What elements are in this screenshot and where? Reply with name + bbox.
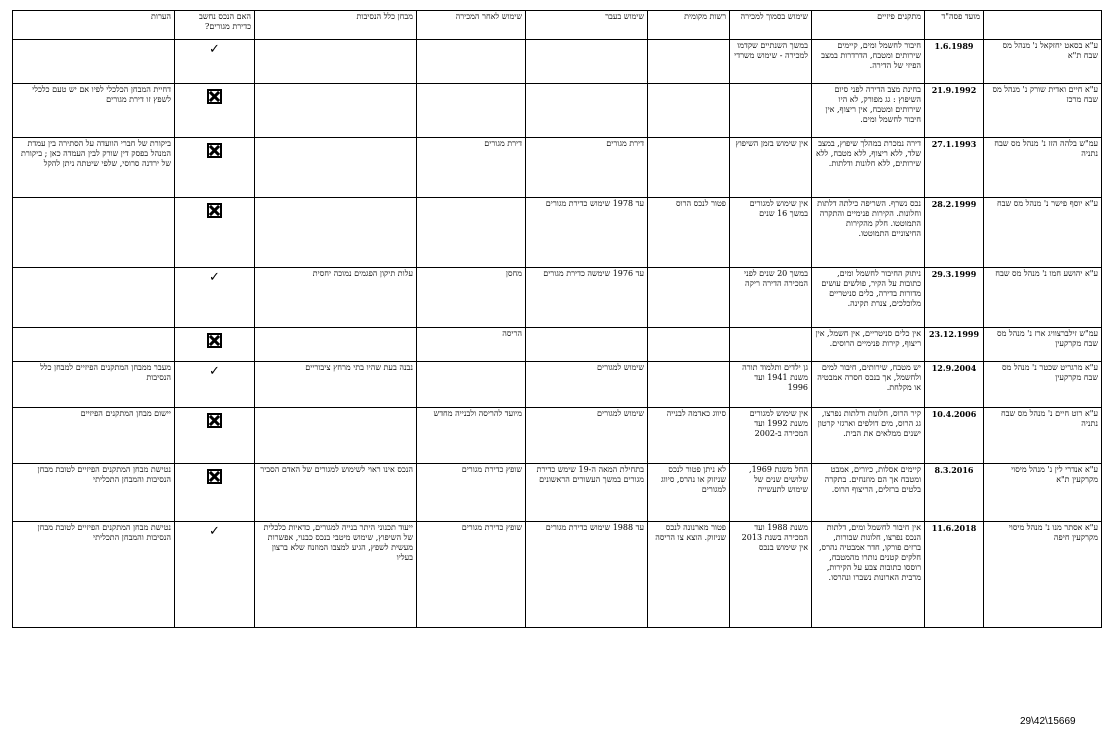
- facilities-cell: ניתוק החיבור לחשמל ומים, כתובות על הקיר, פולשים עושים מדורות בדירה, כלים סניטריים מלוכלכים, צנרת תקינה.: [812, 268, 925, 328]
- circumstances-cell: [255, 198, 417, 268]
- notes-cell: [13, 198, 175, 268]
- past-use-cell: [526, 328, 648, 362]
- residence-status-cell: [175, 198, 255, 268]
- after-sale-cell: מחסן: [417, 268, 526, 328]
- residence-status-cell: [175, 328, 255, 362]
- circumstances-cell: הנכס אינו ראוי לשימוש למגורים של האדם הסביר: [255, 464, 417, 522]
- date-cell: 10.4.2006: [925, 408, 984, 464]
- residence-status-cell: [175, 522, 255, 628]
- table-body: [13, 40, 1102, 628]
- after-sale-cell: [417, 362, 526, 408]
- residence-status-cell: [175, 40, 255, 84]
- near-sale-cell: [730, 84, 812, 138]
- table-row: [13, 198, 1102, 268]
- facilities-cell: קיימים אסלות, כיורים, אמבט ומטבח אך הם מוזנחים. בתקרה בלטים ברזלים, הריצוף הרוס.: [812, 464, 925, 522]
- facilities-cell: דירה נמכרת במהלך שיפוץ, במצב שלד, ללא ריצוף, ללא מטבח, ללא שירותים, ללא חלונות ודלתות.: [812, 138, 925, 198]
- past-use-cell: עד 1988 שימוש כדירת מגורים: [526, 522, 648, 628]
- header-date: מועד פסה"ד: [925, 11, 984, 40]
- near-sale-cell: אין שימוש בזמן השיפוץ: [730, 138, 812, 198]
- x-box-icon: [207, 469, 222, 484]
- notes-cell: [13, 268, 175, 328]
- circumstances-cell: [255, 40, 417, 84]
- table-row: [13, 464, 1102, 522]
- check-icon: ✓: [209, 42, 220, 57]
- residence-status-cell: [175, 138, 255, 198]
- circumstances-cell: [255, 328, 417, 362]
- authority-cell: סיווג כאדמה לבנייה: [648, 408, 730, 464]
- past-use-cell: בתחילת המאה ה-19 שימש כדירת מגורים במשך העשורים הראשונים: [526, 464, 648, 522]
- case-name-cell: ע"א אסתר מנו נ' מנהל מיסוי מקרקעין חיפה: [984, 522, 1102, 628]
- after-sale-cell: [417, 84, 526, 138]
- residence-status-cell: [175, 464, 255, 522]
- header-is-residence: האם הנכס נחשב כדירת מגורים?: [175, 11, 255, 40]
- residence-status-cell: [175, 84, 255, 138]
- notes-cell: דחיית המבחן הכלכלי לפיו אם יש טעם כלכלי לשפץ זו דירת מגורים: [13, 84, 175, 138]
- after-sale-cell: [417, 40, 526, 84]
- case-name-cell: ע"א יהושע חמו נ' מנהל מס שבח: [984, 268, 1102, 328]
- table-row: [13, 84, 1102, 138]
- residence-status-cell: [175, 408, 255, 464]
- after-sale-cell: דירת מגורים: [417, 138, 526, 198]
- notes-cell: נטישת מבחן המתקנים הפיזיים לטובת מבחן הנסיבות והמבחן התכליתי: [13, 464, 175, 522]
- past-use-cell: עד 1978 שימוש כדירת מגורים: [526, 198, 648, 268]
- facilities-cell: חיבור לחשמל ומים, קיימים שירותים ומטבח, הדרדרות במצב הפיזי של הדירה.: [812, 40, 925, 84]
- past-use-cell: שימוש למגורים: [526, 408, 648, 464]
- header-authority: רשות מקומית: [648, 11, 730, 40]
- x-box-icon: [207, 89, 222, 104]
- header-circumstances: מבחן כלל הנסיבות: [255, 11, 417, 40]
- check-icon: ✓: [209, 364, 220, 379]
- circumstances-cell: [255, 84, 417, 138]
- after-sale-cell: שופץ כדירת מגורים: [417, 522, 526, 628]
- table-row: [13, 40, 1102, 84]
- date-cell: 28.2.1999: [925, 198, 984, 268]
- facilities-cell: בחינת מצב הדירה לפני סיום השיפוץ : גג מפורק, לא היו שירותים ומטבח, אין ריצוף, אין חיבור לחשמל ומים.: [812, 84, 925, 138]
- after-sale-cell: מיועד להריסה ולבנייה מחדש: [417, 408, 526, 464]
- near-sale-cell: [730, 328, 812, 362]
- circumstances-cell: [255, 138, 417, 198]
- date-cell: 23.12.1999: [925, 328, 984, 362]
- x-box-icon: [207, 413, 222, 428]
- case-name-cell: ע"א מרגריט שכטר נ' מנהל מס שבח מקרקעין: [984, 362, 1102, 408]
- authority-cell: [648, 40, 730, 84]
- date-cell: 27.1.1993: [925, 138, 984, 198]
- date-cell: 12.9.2004: [925, 362, 984, 408]
- past-use-cell: [526, 84, 648, 138]
- case-name-cell: עמ"ש זילברצוויג ארז נ' מנהל מס שבח מקרקעין: [984, 328, 1102, 362]
- notes-cell: [13, 40, 175, 84]
- past-use-cell: עד 1976 שימשה כדירת מגורים: [526, 268, 648, 328]
- circumstances-cell: [255, 408, 417, 464]
- case-name-cell: ע"א אנדרי לין נ' מנהל מיסוי מקרקעין ת"א: [984, 464, 1102, 522]
- authority-cell: לא ניתן פטור לנכס שניזוק או נהרס, סיווג למגורים: [648, 464, 730, 522]
- notes-cell: ביקורת של חברי הוועדה על הסתירה בין עמדת המנהל בפסק דין שורק לבין העמדה כאן ; ביקורת של ירדנה סרוסי, שלפי שיטתה ניתן להקל: [13, 138, 175, 198]
- table-row: [13, 522, 1102, 628]
- circumstances-cell: עלות תיקון הפגמים נמוכה יחסית: [255, 268, 417, 328]
- authority-cell: [648, 268, 730, 328]
- authority-cell: [648, 138, 730, 198]
- header-case-name: [984, 11, 1102, 40]
- notes-cell: יישום מבחן המתקנים הפיזיים: [13, 408, 175, 464]
- check-icon: ✓: [209, 270, 220, 285]
- check-icon: ✓: [209, 524, 220, 539]
- after-sale-cell: שופץ כדירת מגורים: [417, 464, 526, 522]
- x-box-icon: [207, 333, 222, 348]
- past-use-cell: שימוש למגורים: [526, 362, 648, 408]
- residence-status-cell: [175, 362, 255, 408]
- header-notes: הערות: [13, 11, 175, 40]
- date-cell: 29.3.1999: [925, 268, 984, 328]
- circumstances-cell: ייעוד תכנוני היתר בנייה למגורים, כדאיות כלכלית של השיפוץ, שימוש מיטבי בנכס כבנוי, אפשרות מעשית לשפץ, הגיע למצבו המוזנח שלא ברצון בעליו: [255, 522, 417, 628]
- case-name-cell: עמ"ש בלהה הזז נ' מנהל מס שבח נתניה: [984, 138, 1102, 198]
- near-sale-cell: אין שימוש למגורים משנת 1992 ועד המכירה ב-2002: [730, 408, 812, 464]
- after-sale-cell: הריסה: [417, 328, 526, 362]
- header-near-sale: שימוש בסמוך למכירה: [730, 11, 812, 40]
- table-row: [13, 328, 1102, 362]
- header-row: [13, 11, 1102, 40]
- past-use-cell: [526, 40, 648, 84]
- notes-cell: מעבר ממבחן המתקנים הפיזיים למבחן כלל הנסיבות: [13, 362, 175, 408]
- case-name-cell: ע"א יוסף פישר נ' מנהל מס שבח: [984, 198, 1102, 268]
- table-row: [13, 138, 1102, 198]
- near-sale-cell: במשך השנתיים שקדמו למכירה - שימוש משרדי: [730, 40, 812, 84]
- near-sale-cell: החל משנת 1969, שלושים שנים של שימוש לתעשייה: [730, 464, 812, 522]
- near-sale-cell: גן ילדים ותלמוד תורה משנת 1941 ועד 1996: [730, 362, 812, 408]
- header-past-use: שימוש בעבר: [526, 11, 648, 40]
- date-cell: 11.6.2018: [925, 522, 984, 628]
- notes-cell: [13, 328, 175, 362]
- date-cell: 1.6.1989: [925, 40, 984, 84]
- date-cell: 21.9.1992: [925, 84, 984, 138]
- case-name-cell: ע"א חיים ואדית שורק נ' מנהל מס שבח מרכז: [984, 84, 1102, 138]
- date-cell: 8.3.2016: [925, 464, 984, 522]
- after-sale-cell: [417, 198, 526, 268]
- near-sale-cell: משנת 1988 ועד המכירה בשנת 2013 אין שימוש בנכס: [730, 522, 812, 628]
- authority-cell: פטור לנכס הרוס: [648, 198, 730, 268]
- page-number: 29\42\15669: [1020, 716, 1076, 727]
- authority-cell: [648, 84, 730, 138]
- facilities-cell: יש מטבח, שירותים, חיבור למים ולחשמל, אך בנכס חסרה אמבטיה או מקלחת.: [812, 362, 925, 408]
- authority-cell: [648, 362, 730, 408]
- table-row: [13, 408, 1102, 464]
- header-after-sale: שימוש לאחר המכירה: [417, 11, 526, 40]
- header-facilities: מתקנים פיזיים: [812, 11, 925, 40]
- case-name-cell: ע"א בסאט יחזקאל נ' מנהל מס שבח ת"א: [984, 40, 1102, 84]
- x-box-icon: [207, 203, 222, 218]
- facilities-cell: קיר הרוס, חלונות ודלתות נפרצו, גג הרוס, מים דולפים וארגזי קרטון ישנים ממלאים את הבית.: [812, 408, 925, 464]
- circumstances-cell: נבנה בעת שהיו בתי מרחץ ציבוריים: [255, 362, 417, 408]
- notes-cell: נטישת מבחן המתקנים הפיזיים לטובת מבחן הנסיבות והמבחן התכליתי: [13, 522, 175, 628]
- table-row: [13, 362, 1102, 408]
- authority-cell: [648, 328, 730, 362]
- facilities-cell: אין כלים סניטריים, אין חשמל, אין ריצוף, קירות פנימיים הרוסים.: [812, 328, 925, 362]
- x-box-icon: [207, 143, 222, 158]
- near-sale-cell: אין שימוש למגורים במשך 16 שנים: [730, 198, 812, 268]
- residence-status-cell: [175, 268, 255, 328]
- table-row: [13, 268, 1102, 328]
- facilities-cell: אין חיבור לחשמל ומים, דלתות הנכס נפרצו, חלונות שבורות, ברזים פורקו, חדר אמבטיה נהרס, חלקים קטנים נותרו מהמטבח, רוססו כתובות צבע על הקירות, מרבית הארונות נשברו ונהרסו.: [812, 522, 925, 628]
- facilities-cell: נכס נשרף. השריפה כילתה דלתות וחלונות. הקירות פנימיים והתקרה התמוטטו. חלק מהקירות החיצוניים התמוטטו.: [812, 198, 925, 268]
- past-use-cell: דירת מגורים: [526, 138, 648, 198]
- near-sale-cell: במשך 20 שנים לפני המכירה הדירה ריקה: [730, 268, 812, 328]
- authority-cell: פטור מארנונה לנכס שניזוק. הוצא צו הריסה: [648, 522, 730, 628]
- case-comparison-table: [12, 10, 1102, 628]
- case-name-cell: ע"א רוט חיים נ' מנהל מס שבח נתניה: [984, 408, 1102, 464]
